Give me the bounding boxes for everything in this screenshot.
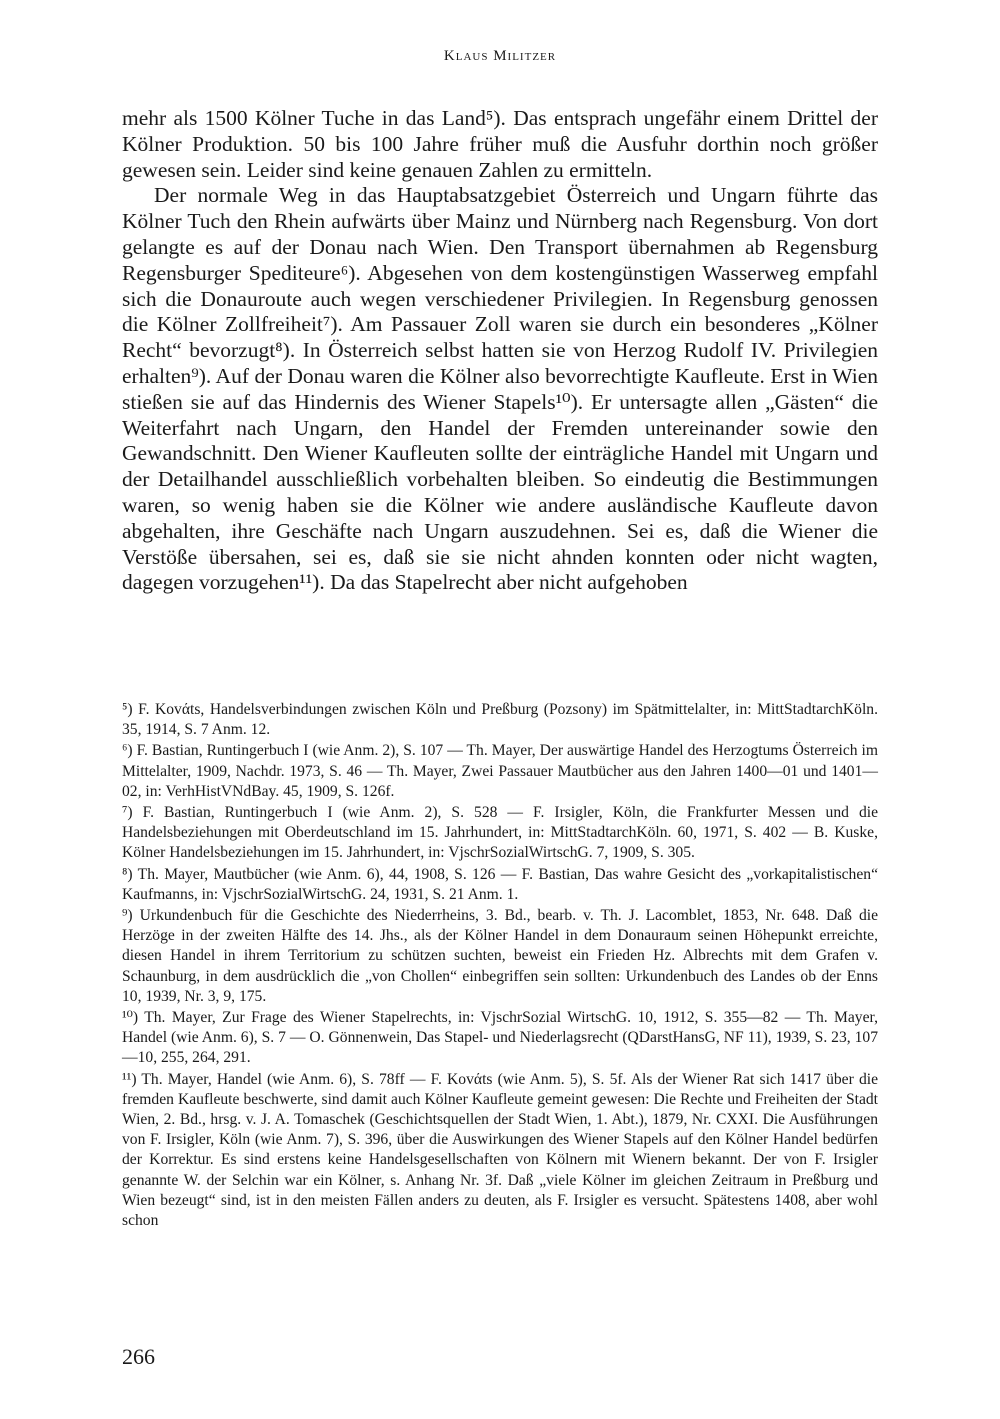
footnote-6: ⁶) F. Bastian, Runtingerbuch I (wie Anm. 2), S. 107 — Th. Mayer, Der auswärtige Handel des Herzogtums Österreich im Mittelalter, 1909, Nachdr. 1973, S. 46 — Th. Mayer, Zwei Passauer Mautbücher aus den Jahren 1400—01 und 1401—02, in: VerhHistVNdBay. 45, 1909, S. 126f. (122, 742, 878, 800)
paragraph: Der normale Weg in das Hauptabsatzgebiet Österreich und Ungarn führte das Kölner Tuch den Rhein aufwärts über Mainz und Nürnberg nach Regensburg. Von dort gelangte es auf der Donau nach Wien. Den Transport übernahmen ab Regensburg Regensburger Spediteure⁶). Abgesehen von dem kostengünstigen Wasserweg empfahl sich die Donauroute auch wegen verschiedener Privilegien. In Regensburg genossen die Kölner Zollfreiheit⁷). Am Passauer Zoll waren sie durch ein besonderes „Kölner Recht“ bevorzugt⁸). In Österreich selbst hatten sie von Herzog Rudolf IV. Privilegien erhalten⁹). Auf der Donau waren die Kölner also bevorrechtigte Kaufleute. Erst in Wien stießen sie auf das Hindernis des Wiener Stapels¹⁰). Er untersagte allen „Gästen“ die Weiterfahrt nach Ungarn, den Handel der Fremden untereinander sowie den Gewandschnitt. Den Wiener Kaufleuten sollte der einträgliche Handel mit Ungarn und der Detailhandel ausschließlich vorbehalten bleiben. So eindeutig die Bestimmungen waren, so wenig haben sie die Kölner wie andere ausländische Kaufleute davon abgehalten, ihre Geschäfte nach Ungarn auszudehnen. Sei es, daß die Wiener die Verstöße übersahen, sei es, daß sie sie nicht ahnden konnten oder nicht wagten, dagegen vorzugehen¹¹). Da das Stapelrecht aber nicht aufgehoben (122, 183, 878, 595)
footnotes (122, 700, 878, 1232)
footnote-7: ⁷) F. Bastian, Runtingerbuch I (wie Anm. 2), S. 528 — F. Irsigler, Köln, die Frankfurter Messen und die Handelsbeziehungen mit Oberdeutschland im 15. Jahrhundert, in: MittStadtarchKöln. 60, 1971, S. 402 — B. Kuske, Kölner Handelsbeziehungen im 15. Jahrhundert, in: VjschrSozialWirtschG. 7, 1909, S. 305. (122, 804, 878, 862)
page-number: 266 (122, 1344, 155, 1369)
footnote-9: ⁹) Urkundenbuch für die Geschichte des Niederrheins, 3. Bd., bearb. v. Th. J. Lacomblet, 1853, Nr. 648. Daß die Herzöge in der zweiten Hälfte des 14. Jhs., als der Kölner Handel in dem Donauraum seinen Höhepunkt erreichte, diesen Handel in ihrem Territorium zu schützen suchten, beweist ein Frieden Hz. Albrechts mit dem Grafen v. Schaunburg, in dem ausdrücklich die „von Chollen“ einbegriffen sein sollten: Urkundenbuch des Landes ob der Enns 10, 1939, Nr. 3, 9, 175. (122, 907, 878, 1005)
paragraph: mehr als 1500 Kölner Tuche in das Land⁵). Das entsprach ungefähr einem Drittel der Kölner Produktion. 50 bis 100 Jahre früher muß die Ausfuhr dorthin noch größer gewesen sein. Leider sind keine genauen Zahlen zu ermitteln. (122, 106, 878, 182)
running-header: Klaus Militzer (443, 48, 557, 64)
footnote-5: ⁵) F. Kovάts, Handelsverbindungen zwischen Köln und Preßburg (Pozsony) im Spätmittelalter, in: MittStadtarchKöln. 35, 1914, S. 7 Anm. 12. (122, 701, 878, 739)
footnote-10: ¹⁰) Th. Mayer, Zur Frage des Wiener Stapelrechts, in: VjschrSozial WirtschG. 10, 1912, S. 355—82 — Th. Mayer, Handel (wie Anm. 6), S. 7 — O. Gönnenwein, Das Stapel- und Niederlagsrecht (QDarstHansG, NF 11), 1939, S. 23, 107—10, 255, 264, 291. (122, 1009, 878, 1067)
footnote-8: ⁸) Th. Mayer, Mautbücher (wie Anm. 6), 44, 1908, S. 126 — F. Bastian, Das wahre Gesicht des „vorkapitalistischen“ Kaufmanns, in: VjschrSozialWirtschG. 24, 1931, S. 21 Anm. 1. (122, 865, 878, 903)
footnote-11: ¹¹) Th. Mayer, Handel (wie Anm. 6), S. 78ff — F. Kovάts (wie Anm. 5), S. 5f. Als der Wiener Rat sich 1417 über die fremden Kaufleute beschwerte, sind damit auch Kölner Kaufleute gemeint gewesen: Die Rechte und Freiheiten der Stadt Wien, 2. Bd., hrsg. v. J. A. Tomaschek (Geschichtsquellen der Stadt Wien, 1. Abt.), 1879, Nr. CXXI. Die Ausführungen von F. Irsigler, Köln (wie Anm. 7), S. 396, über die Auswirkungen des Wiener Stapels auf den Kölner Handel bedürfen der Korrektur. Es sind erstens keine Handelsgesellschaften von Kölnern mit Wienern bekannt. Der von F. Irsigler genannte W. der Selchin war ein Kölner, s. Anhang Nr. 3f. Daß „viele Kölner im gleichen Zeitraum in Preßburg und Wien bezeugt“ sind, ist in den meisten Fällen anders zu deuten, als F. Irsigler es versucht. Spätestens 1408, aber wohl schon (122, 1070, 878, 1230)
main-text (122, 106, 878, 596)
